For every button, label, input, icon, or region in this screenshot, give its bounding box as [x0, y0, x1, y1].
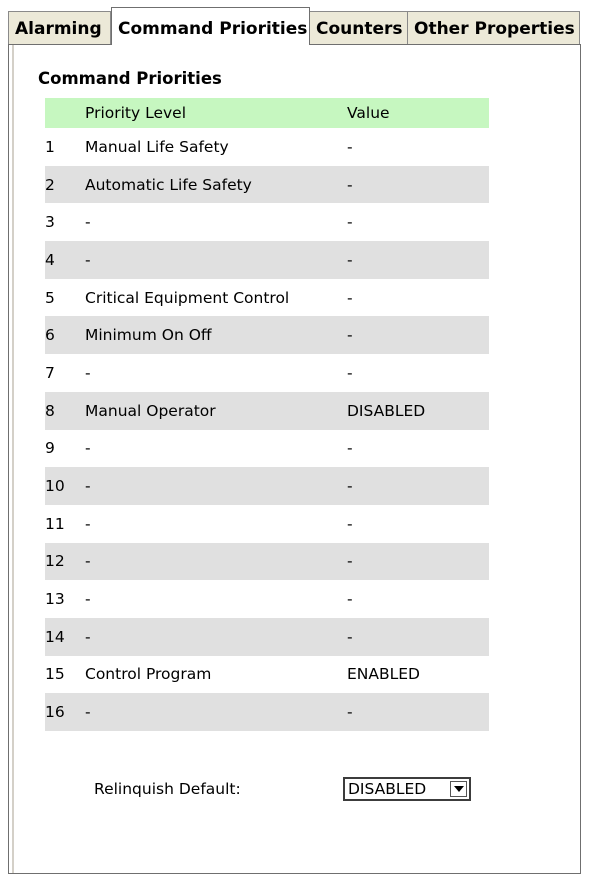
table-row[interactable] [45, 203, 489, 241]
table-row[interactable] [45, 241, 489, 279]
tab-alarming[interactable]: Alarming [8, 11, 111, 44]
row-number: 10 [45, 477, 65, 496]
row-number: 16 [45, 703, 65, 722]
tab-counters[interactable]: Counters [309, 11, 408, 44]
table-row[interactable] [45, 316, 489, 354]
section-title: Command Priorities [38, 69, 222, 88]
table-row[interactable] [45, 543, 489, 581]
relinquish-default-value: DISABLED [348, 780, 427, 798]
row-number: 15 [45, 665, 65, 684]
row-number: 13 [45, 590, 65, 609]
row-value: - [347, 439, 353, 458]
table-row[interactable] [45, 580, 489, 618]
column-header-value: Value [347, 104, 390, 122]
table-row[interactable] [45, 279, 489, 317]
row-number: 9 [45, 439, 55, 458]
row-number: 12 [45, 552, 65, 571]
table-row[interactable] [45, 505, 489, 543]
row-number: 4 [45, 250, 55, 269]
row-value: - [347, 514, 353, 533]
row-priority-level: - [85, 552, 91, 571]
row-value: ENABLED [347, 665, 420, 684]
row-priority-level: - [85, 627, 91, 646]
row-priority-level: - [85, 250, 91, 269]
table-row[interactable] [45, 354, 489, 392]
row-value: - [347, 213, 353, 232]
column-header-priority-level: Priority Level [85, 104, 187, 122]
row-priority-level: Manual Life Safety [85, 137, 229, 156]
column-header-number [45, 98, 85, 128]
row-priority-level: - [85, 439, 91, 458]
row-number: 14 [45, 627, 65, 646]
row-value: DISABLED [347, 401, 426, 420]
row-value: - [347, 363, 353, 382]
relinquish-default-label: Relinquish Default: [94, 780, 241, 798]
row-value: - [347, 477, 353, 496]
row-priority-level: Minimum On Off [85, 326, 212, 345]
table-header-row [45, 98, 489, 128]
chevron-down-icon [454, 786, 464, 792]
row-priority-level: - [85, 477, 91, 496]
row-number: 1 [45, 137, 55, 156]
table-row[interactable] [45, 166, 489, 204]
row-value: - [347, 590, 353, 609]
row-priority-level: - [85, 590, 91, 609]
table-row[interactable] [45, 392, 489, 430]
row-value: - [347, 326, 353, 345]
command-priorities-panel [8, 44, 581, 874]
table-row[interactable] [45, 618, 489, 656]
row-value: - [347, 288, 353, 307]
panel-edge [12, 45, 14, 873]
table-row[interactable] [45, 467, 489, 505]
row-priority-level: Control Program [85, 665, 212, 684]
table-row[interactable] [45, 656, 489, 694]
row-priority-level: Manual Operator [85, 401, 216, 420]
row-number: 2 [45, 175, 55, 194]
row-priority-level: - [85, 363, 91, 382]
relinquish-default-select[interactable] [343, 777, 471, 801]
table-row[interactable] [45, 430, 489, 468]
row-value: - [347, 175, 353, 194]
row-number: 11 [45, 514, 65, 533]
priority-table [45, 98, 489, 731]
row-value: - [347, 703, 353, 722]
tab-strip [0, 0, 600, 44]
row-number: 3 [45, 213, 55, 232]
row-number: 8 [45, 401, 55, 420]
row-priority-level: Critical Equipment Control [85, 288, 290, 307]
row-priority-level: - [85, 213, 91, 232]
row-value: - [347, 137, 353, 156]
table-row[interactable] [45, 128, 489, 166]
row-priority-level: - [85, 703, 91, 722]
row-number: 6 [45, 326, 55, 345]
dropdown-button[interactable] [450, 781, 467, 797]
tab-command-priorities[interactable]: Command Priorities [111, 7, 310, 45]
row-priority-level: Automatic Life Safety [85, 175, 252, 194]
row-value: - [347, 250, 353, 269]
row-priority-level: - [85, 514, 91, 533]
row-number: 5 [45, 288, 55, 307]
row-number: 7 [45, 363, 55, 382]
tab-other-properties[interactable]: Other Properties [407, 11, 580, 44]
table-row[interactable] [45, 693, 489, 731]
row-value: - [347, 552, 353, 571]
row-value: - [347, 627, 353, 646]
